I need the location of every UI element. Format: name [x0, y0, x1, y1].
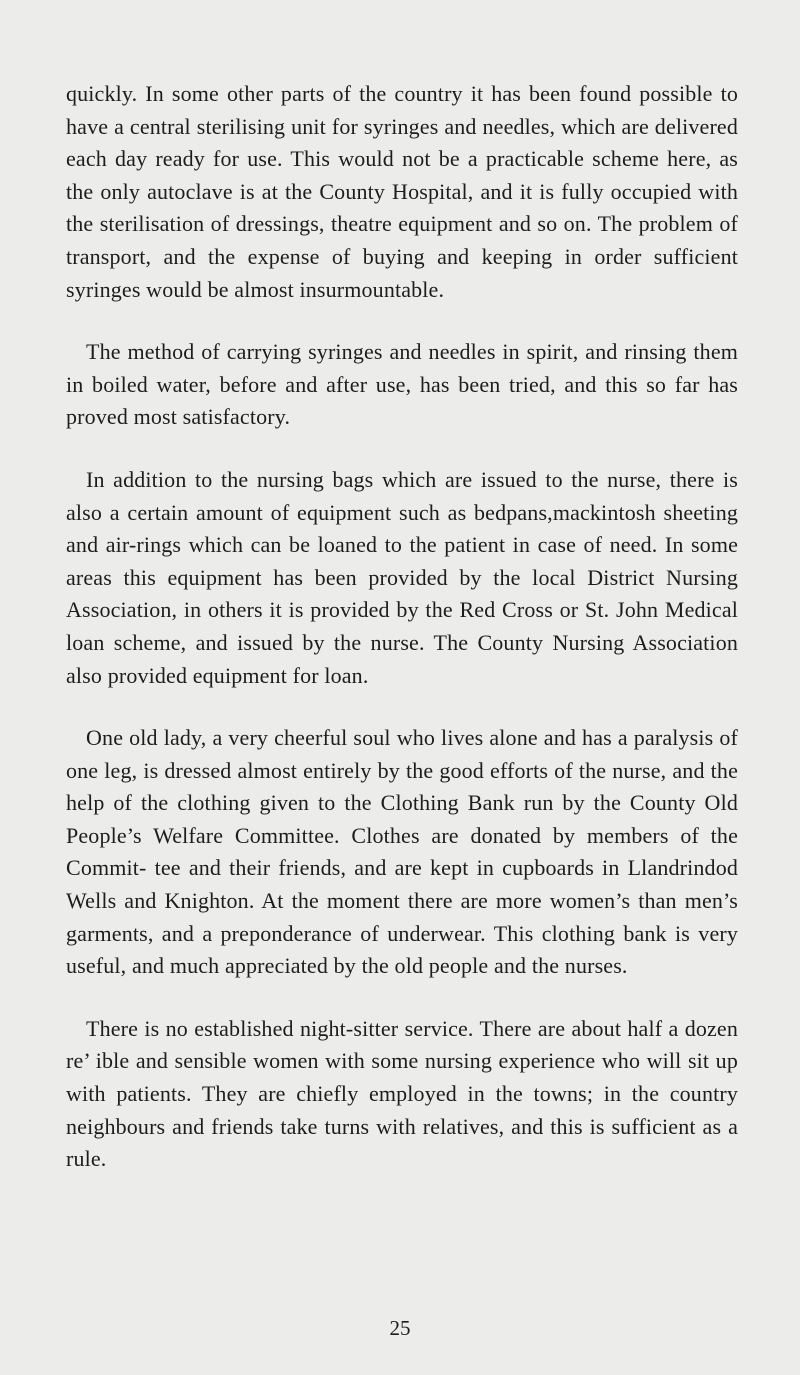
page-number: 25 [389, 1316, 411, 1340]
paragraph-syringe-method: The method of carrying syringes and needles in spirit, and rinsing them in boiled water, before and after use, has been tried, and this so far has proved most satisfactory. [66, 339, 738, 430]
paragraph-nursing-equipment: In addition to the nursing bags which are issued to the nurse, there is also a certain amount of equipment such as bedpans,mackintosh sheeting and air-rings which can be loaned to the patient in case of need. In some areas this equipment has been provided by the local District Nursing Association, in others it is provided by the Red Cross or St. John Medical loan scheme, and issued by the nurse. The County Nursing Association also provided equipment for loan. [66, 466, 738, 688]
paragraph-clothing-bank: One old lady, a very cheerful soul who lives alone and has a paralysis of one leg, is dressed almost entirely by the good efforts of the nurse, and the help of the clothing given to the Clothing Bank run by the County Old People’s Welfare Committee. Clothes are donated by members of the Commit- tee and their friends, and are kept in cupboards in Llandrindod Wells and Knighton. At the moment there are more women’s than men’s garments, and a preponderance of underwear. This clothing bank is very useful, and much appreciated by the old people and the nurses. [66, 725, 738, 979]
paragraph-night-sitter-service: There is no established night-sitter service. There are about half a dozen re’ ible and sensible women with some nursing experience who will sit up with patients. They are chiefly employed in the towns; in the country neighbours and friends take turns with relatives, and this is sufficient as a rule. [66, 1015, 738, 1172]
paragraph-sterilising-unit: quickly. In some other parts of the country it has been found possible to have a central sterilising unit for syringes and needles, which are delivered each day ready for use. This would not be a practicable scheme here, as the only autoclave is at the County Hospital, and it is fully occupied with the sterilisation of dressings, theatre equipment and so on. The problem of transport, and the expense of buying and keeping in order sufficient syringes would be almost insurmountable. [66, 81, 738, 302]
